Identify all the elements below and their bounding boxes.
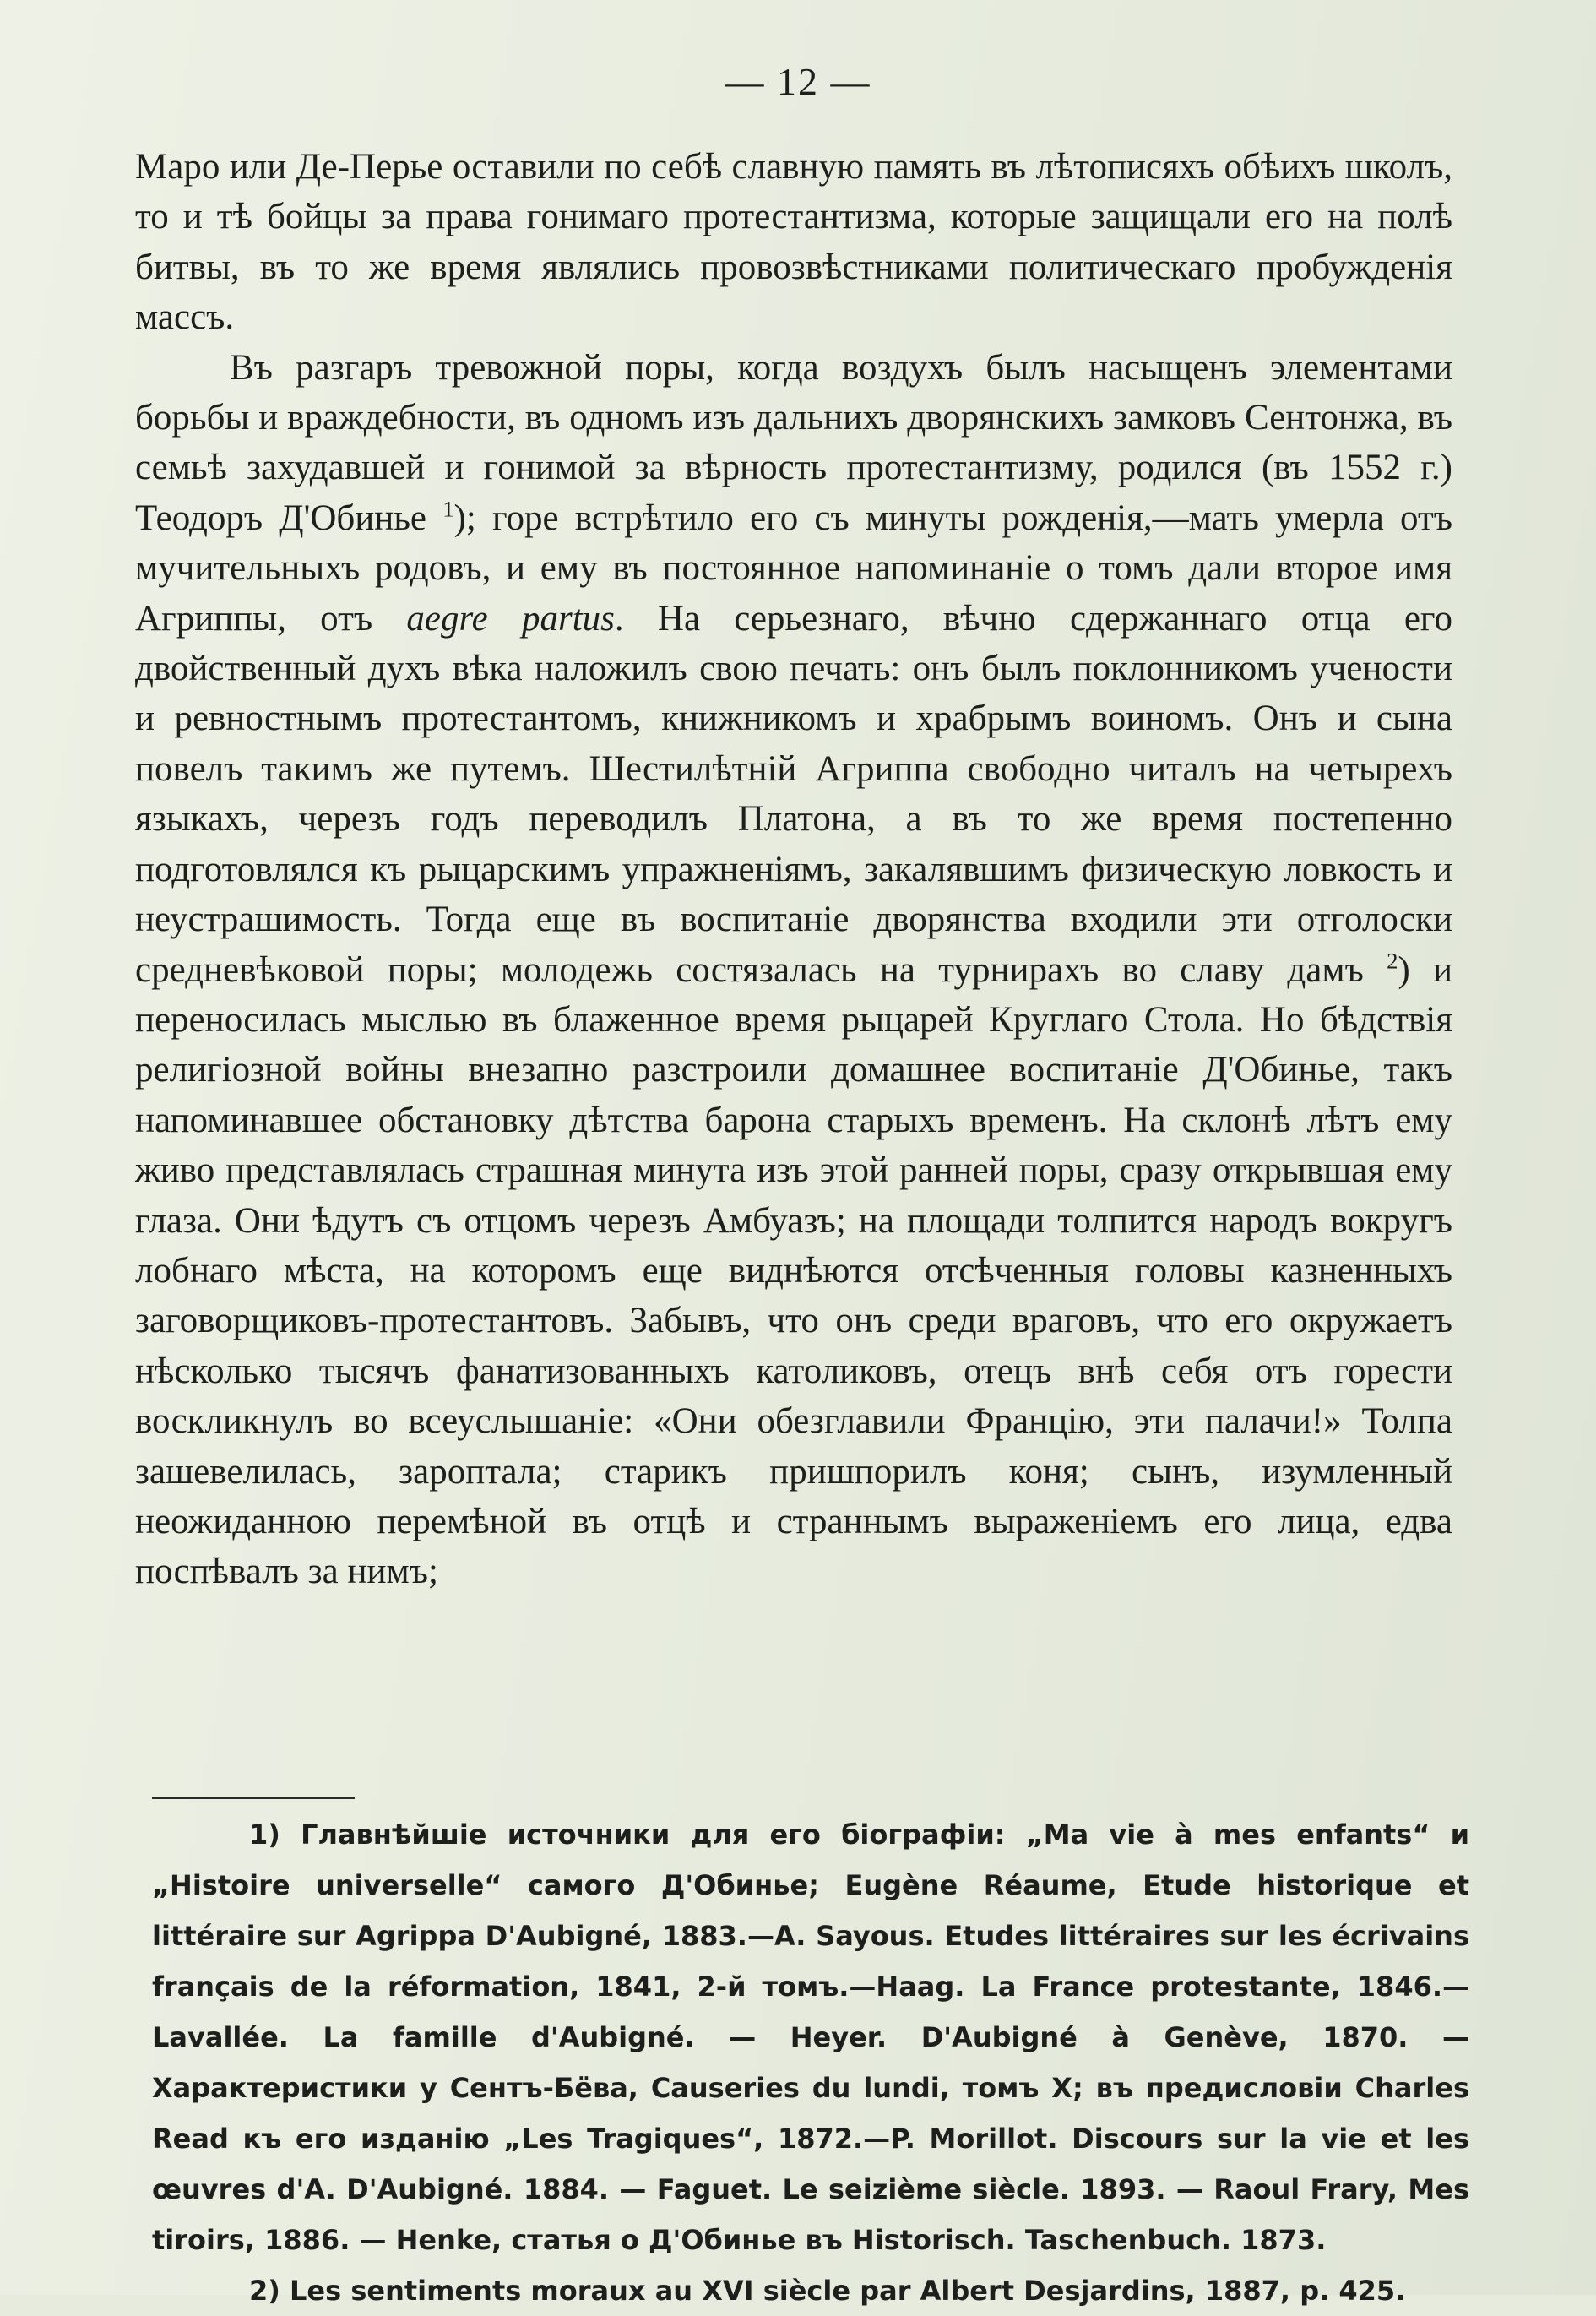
footnote-divider bbox=[152, 1797, 355, 1799]
paragraph-2-part-b: ); горе встрѣтило его съ минуты рожденія,—мать умерла отъ мучительныхъ родовъ, и ему въ постоянное напоминаніе о томъ дали второе имя Агриппы, отъ bbox=[135, 497, 1452, 639]
paragraph-2 bbox=[135, 343, 1452, 1597]
paragraph-2-part-d: ) и переносилась мыслью въ блаженное время рыцарей Круглаго Стола. Но бѣдствія религіозной войны внезапно разстроили домашнее воспитаніе Д'Обинье, такъ напоминавшее обстановку дѣтства барона старыхъ временъ. На склонѣ лѣтъ ему живо представлялась страшная минута изъ этой ранней поры, сразу открывшая ему глаза. Они ѣдутъ съ отцомъ черезъ Амбуазъ; на площади толпится народъ вокругъ лобнаго мѣста, на которомъ еще виднѣются отсѣченныя головы казненныхъ заговорщиковъ-протестантовъ. Забывъ, что онъ среди враговъ, что его окружаетъ нѣсколько тысячъ фанатизованныхъ католиковъ, отецъ внѣ себя отъ горести воскликнулъ во всеуслышаніе: «Они обезглавили Францію, эти палачи!» Толпа зашевелилась, зароптала; старикъ пришпорилъ коня; сынъ, изумленный неожиданною перемѣной въ отцѣ и страннымъ выраженіемъ его лица, едва поспѣвалъ за нимъ; bbox=[135, 949, 1452, 1592]
paragraph-2-part-a: Въ разгаръ тревожной поры, когда воздухъ былъ насыщенъ элементами борьбы и враждебности, въ одномъ изъ дальнихъ дворянскихъ замковъ Сентонжа, въ семьѣ захудавшей и гонимой за вѣрность протестантизму, родился (въ 1552 г.) Теодоръ Д'Обинье bbox=[135, 347, 1452, 538]
footnote-marker-2: 2 bbox=[1387, 948, 1398, 974]
paragraph-1: Маро или Де-Перье оставили по себѣ славную память въ лѣтописяхъ обѣихъ школъ, то и тѣ бойцы за права гонимаго протестантизма, которые защищали его на полѣ битвы, въ то же время являлись провозвѣстниками политическаго пробужденія массъ. bbox=[135, 147, 1452, 338]
main-text bbox=[135, 142, 1452, 1597]
footnote-2: 2) Les sentiments moraux au XVI siècle par Albert Desjardins, 1887, p. 425. bbox=[249, 2275, 1406, 2307]
footnotes bbox=[152, 1809, 1469, 2316]
page-number: — 12 — bbox=[725, 60, 871, 103]
footnote-1: 1) Главнѣйшіе источники для его біографіи: „Ma vie à mes enfants“ и „Histoire universelle“ самого Д'Обинье; Eugène Réaume, Etude historique et littéraire sur Agrippa D'Aubigné, 1883.—A. Sayous. Etudes littéraires sur les écrivains français de la réformation, 1841, 2-й томъ.—Haag. La France protestante, 1846.—Lavallée. La famille d'Aubigné. — Heyer. D'Aubigné à Genève, 1870. — Характеристики у Сентъ-Бёва, Causeries du lundi, томъ X; въ предисловіи Charles Read къ его изданію „Les Tragiques“, 1872.—P. Morillot. Discours sur la vie et les œuvres d'A. D'Aubigné. 1884. — Faguet. Le seizième siècle. 1893. — Raoul Frary, Mes tiroirs, 1886. — Henke, статья о Д'Обинье въ Historisch. Taschenbuch. 1873. bbox=[152, 1819, 1469, 2256]
paragraph-2-part-c: . На серьезнаго, вѣчно сдержаннаго отца его двойственный духъ вѣка наложилъ свою печать: онъ былъ поклонникомъ учености и ревностнымъ протестантомъ, книжникомъ и храбрымъ воиномъ. Онъ и сына повелъ такимъ же путемъ. Шестилѣтній Агриппа свободно читалъ на четырехъ языкахъ, черезъ годъ переводилъ Платона, а въ то же время постепенно подготовлялся къ рыцарскимъ упражненіямъ, закалявшимъ физическую ловкость и неустрашимость. Тогда еще въ воспитаніе дворянства входили эти отголоски средневѣковой поры; молодежь состязалась на турнирахъ во славу дамъ bbox=[135, 598, 1452, 990]
footnote-marker-1: 1 bbox=[442, 496, 454, 522]
latin-phrase: aegre partus bbox=[406, 598, 615, 639]
